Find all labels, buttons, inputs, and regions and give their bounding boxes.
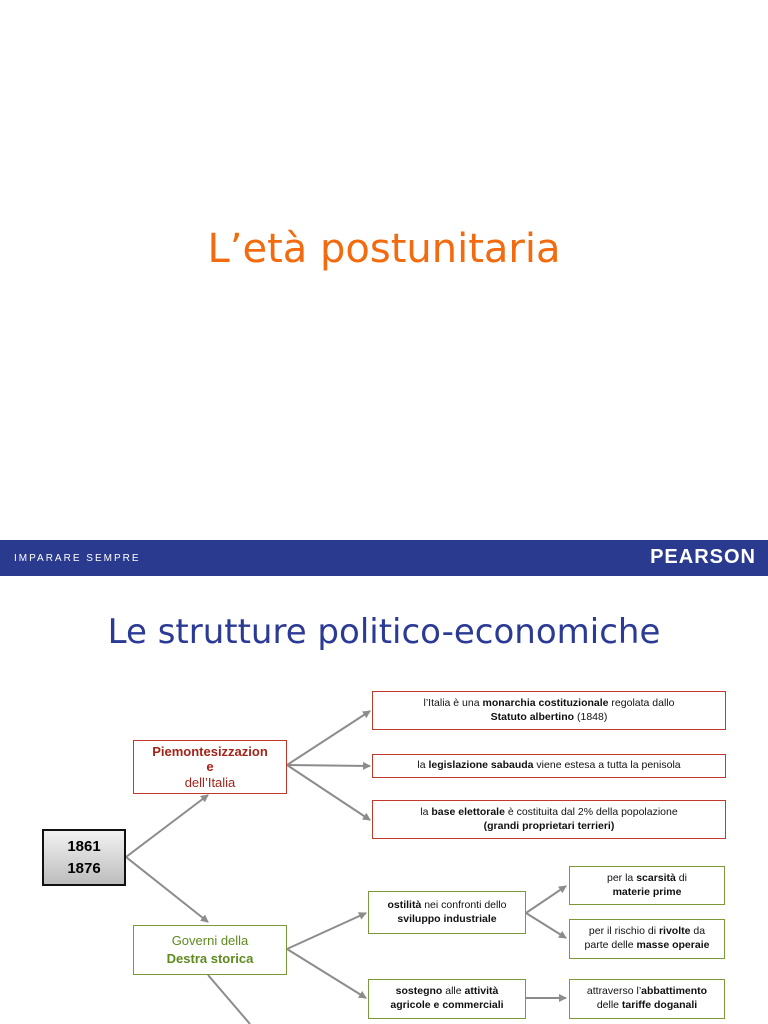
monarchia-box bbox=[372, 691, 726, 730]
legislazione-box bbox=[372, 754, 726, 778]
piemont-line2: e bbox=[206, 759, 214, 775]
r1-c: regolata dallo bbox=[608, 696, 675, 709]
s2-a: per il rischio di bbox=[588, 925, 659, 938]
destra-line2: Destra storica bbox=[166, 951, 254, 966]
s2-e: masse operaie bbox=[636, 939, 710, 951]
s1-c: di bbox=[675, 871, 687, 884]
g2-c: attività bbox=[464, 985, 499, 998]
s3-c: delle bbox=[596, 999, 622, 1011]
s1-b: scarsità bbox=[636, 871, 676, 884]
arrow-g1-s2 bbox=[526, 913, 566, 938]
s3-b: abbattimento bbox=[641, 985, 708, 998]
r3-b: base elettorale bbox=[431, 805, 505, 818]
destra-storica-box bbox=[133, 925, 287, 975]
s2-c: da bbox=[690, 925, 706, 938]
g2-b: alle bbox=[442, 985, 465, 998]
s3-a: attraverso l’ bbox=[586, 985, 642, 998]
g2-a: sostegno bbox=[395, 985, 443, 998]
piemontesizzazione-box bbox=[133, 740, 287, 794]
r2-a: la bbox=[417, 759, 429, 772]
g1-b: nei confronti dello bbox=[421, 898, 507, 911]
slide2-title: Le strutture politico-economiche bbox=[107, 612, 661, 652]
r3-c: è costituita dal 2% della popolazione bbox=[504, 805, 678, 818]
arrow-year-destra bbox=[126, 857, 208, 922]
arrow-piemont-r3 bbox=[287, 765, 370, 820]
g2-d: agricole e commerciali bbox=[390, 999, 504, 1011]
year-range-box bbox=[42, 829, 126, 886]
s2-d: parte delle bbox=[584, 939, 637, 951]
arrow-year-piemont bbox=[126, 795, 208, 857]
piemont-line1: Piemontesizzazion bbox=[152, 743, 268, 759]
base-elettorale-box bbox=[372, 800, 726, 839]
publisher-logo: PEARSON bbox=[650, 546, 756, 568]
arrow-destra-g2 bbox=[287, 949, 366, 998]
s2-b: rivolte bbox=[658, 925, 691, 938]
r1-e: (1848) bbox=[574, 710, 608, 723]
g1-a: ostilità bbox=[387, 898, 422, 911]
r3-a: la bbox=[420, 805, 432, 818]
destra-line1: Governi della bbox=[171, 933, 249, 949]
s1-d: materie prime bbox=[612, 885, 682, 898]
arrow-destra-g1 bbox=[287, 913, 366, 949]
sostegno-box bbox=[368, 979, 526, 1019]
arrow-piemont-r2 bbox=[287, 765, 370, 766]
year-start: 1861 bbox=[67, 837, 101, 855]
r1-a: l’Italia è una bbox=[423, 696, 483, 709]
year-end: 1876 bbox=[67, 859, 101, 877]
arrow-piemont-r1 bbox=[287, 711, 370, 765]
slide-title: L’età postunitaria bbox=[207, 226, 561, 272]
tariffe-box bbox=[569, 979, 725, 1019]
s1-a: per la bbox=[607, 871, 637, 884]
g1-c: sviluppo industriale bbox=[397, 912, 497, 925]
r3-d: (grandi proprietari terrieri) bbox=[483, 819, 615, 832]
r2-c: viene estesa a tutta la penisola bbox=[533, 759, 681, 772]
r1-b: monarchia costituzionale bbox=[482, 696, 609, 709]
s3-d: tariffe doganali bbox=[621, 999, 698, 1011]
arrow-destra-down bbox=[208, 975, 250, 1024]
piemont-line3: dell’Italia bbox=[184, 774, 236, 790]
r2-b: legislazione sabauda bbox=[428, 759, 534, 772]
ostilita-box bbox=[368, 891, 526, 934]
arrow-g1-s1 bbox=[526, 886, 566, 913]
rivolte-box bbox=[569, 919, 725, 959]
scarsita-box bbox=[569, 866, 725, 905]
footer-tagline: IMPARARE SEMPRE bbox=[14, 553, 141, 564]
r1-d: Statuto albertino bbox=[490, 710, 575, 723]
